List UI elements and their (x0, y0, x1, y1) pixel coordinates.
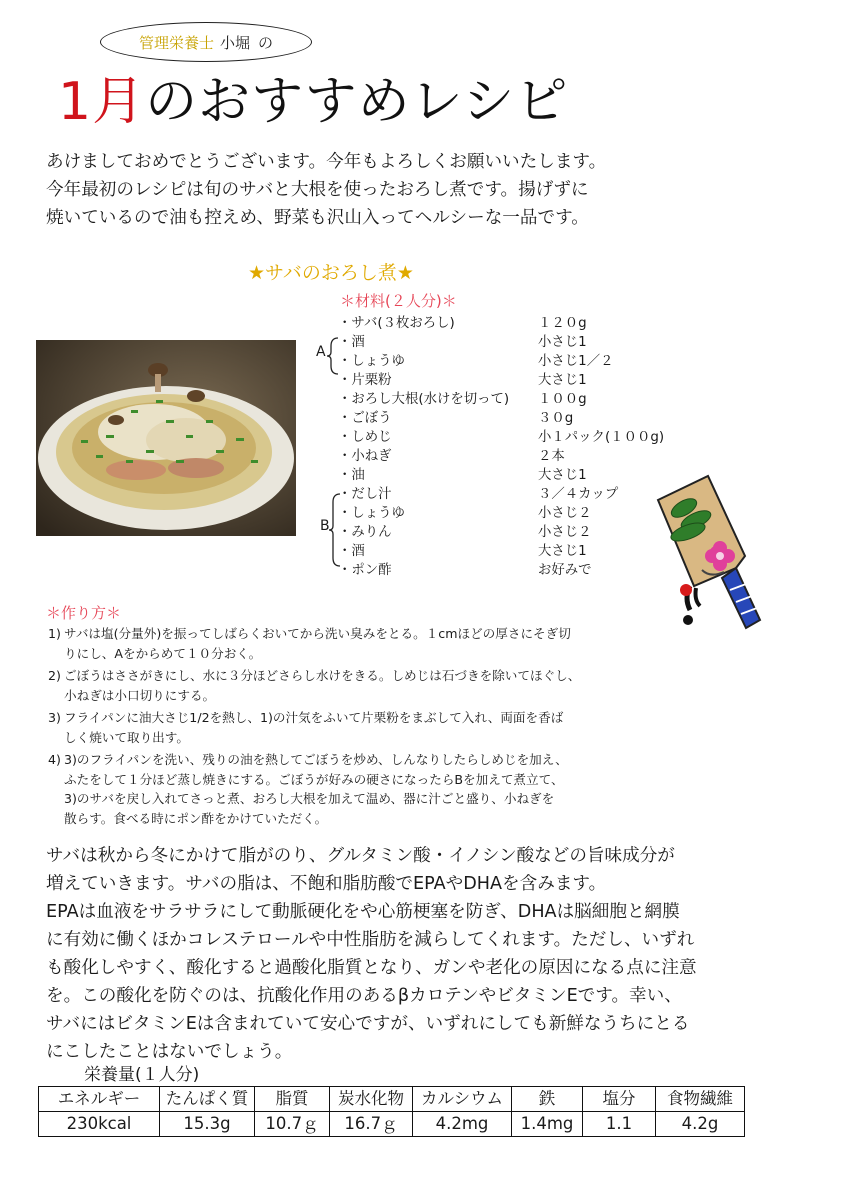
nutrition-value-cell: 10.7ｇ (255, 1112, 330, 1137)
ingredient-name: ・ポン酢 (338, 563, 392, 578)
ingredient-amount: １００g (538, 392, 587, 407)
intro-line: 今年最初のレシピは旬のサバと大根を使ったおろし煮です。揚げずに (46, 180, 589, 200)
ingredient-amount: 大さじ1 (538, 468, 587, 483)
group-b-label: B (320, 518, 330, 534)
ingredient-name: ・おろし大根(水けを切って) (338, 392, 510, 407)
ingredient-name: ・だし汁 (338, 487, 392, 502)
notes-line: も酸化しやすく、酸化すると過酸化脂質となり、ガンや老化の原因になる点に注意 (46, 958, 697, 978)
ingredient-amount: ３／４カップ (538, 487, 619, 502)
ingredient-amount: 小さじ1／２ (538, 354, 614, 369)
step-line: ごぼうはささがきにし、水に３分ほどさらし水けをきる。しめじは石づきを除いてほぐし、 (64, 668, 581, 683)
nutrition-header-cell: カルシウム (413, 1087, 512, 1112)
author-badge (100, 22, 312, 62)
ingredient-amount: お好みで (538, 563, 592, 578)
step-line: しく焼いて取り出す。 (64, 729, 189, 745)
intro-line: あけましておめでとうございます。今年もよろしくお願いいたします。 (46, 152, 607, 172)
step-number: 2) (48, 668, 61, 683)
nutrition-header-cell: 脂質 (255, 1087, 330, 1112)
ingredient-name: ・しめじ (338, 430, 392, 445)
nutrition-value-cell: 16.7ｇ (330, 1112, 413, 1137)
ingredient-name: ・片栗粉 (338, 373, 392, 388)
dish-photo (36, 340, 296, 536)
nutrition-table (38, 1086, 745, 1137)
step-line: 小ねぎは小口切りにする。 (64, 687, 216, 703)
ingredient-name: ・小ねぎ (338, 449, 392, 464)
title-month: 1月 (58, 72, 146, 132)
notes-line: サバにはビタミンEは含まれていて安心ですが、いずれにしても新鮮なうちにとる (46, 1014, 690, 1034)
step-line: ふたをして１分ほど蒸し焼きにする。ごぼうが好みの硬さになったらBを加えて煮立て、 (64, 771, 564, 787)
author-role: 管理栄養士 (138, 33, 214, 52)
recipe-title: ★サバのおろし煮★ (248, 262, 414, 284)
intro-text (46, 148, 806, 232)
nutrition-value-cell: 230kcal (39, 1112, 160, 1137)
ingredient-amount: ３０g (538, 411, 574, 426)
group-a-label: A (316, 344, 326, 360)
step-line: サバは塩(分量外)を振ってしばらくおいてから洗い臭みをとる。１cmほどの厚さにそぎ切 (64, 626, 571, 641)
notes-line: EPAは血液をサラサラにして動脈硬化をや心筋梗塞を防ぎ、DHAは脳細胞と網膜 (46, 902, 680, 922)
ingredient-amount: 小１パック(１００g) (538, 430, 665, 445)
nutrition-value-cell: 1.1 (583, 1112, 656, 1137)
ingredient-amount: 大さじ1 (538, 373, 587, 388)
ingredient-amount: 小さじ1 (538, 335, 587, 350)
ingredient-amount: １２０g (538, 316, 587, 331)
author-name: 小堀 (219, 33, 250, 52)
nutrition-header-cell: たんぱく質 (160, 1087, 255, 1112)
step-line: りにし、Aをからめて１０分おく。 (64, 645, 262, 661)
ingredient-name: ・しょうゆ (338, 506, 405, 521)
nutrition-header-cell: 鉄 (512, 1087, 583, 1112)
nutrition-value-row (39, 1112, 745, 1137)
step-line: フライパンに油大さじ1/2を熱し、1)の汁気をふいて片栗粉をまぶして入れ、両面を香ば (64, 710, 564, 725)
method-step (48, 750, 788, 828)
group-a-bracket (326, 336, 340, 376)
notes-line: 増えていきます。サバの脂は、不飽和脂肪酸でEPAやDHAを含みます。 (46, 874, 607, 894)
method-step (48, 666, 788, 705)
title-rest: のおすすめレシピ (145, 72, 569, 132)
intro-line: 焼いているので油も控えめ、野菜も沢山入ってヘルシーな一品です。 (46, 208, 589, 228)
notes-line: に有効に働くほかコレステロールや中性脂肪を減らしてくれます。ただし、いずれ (46, 930, 695, 950)
step-line: 3)のフライパンを洗い、残りの油を熱してごぼうを炒め、しんなりしたらしめじを加え、 (64, 752, 568, 767)
notes-line: を。この酸化を防ぐのは、抗酸化作用のあるβカロテンやビタミンEです。幸い、 (46, 986, 682, 1006)
ingredient-name: ・油 (338, 468, 365, 483)
group-b-bracket (328, 492, 342, 568)
method-step (48, 708, 788, 747)
method-heading: ＊作り方＊ (46, 604, 122, 622)
nutrition-value-cell: 4.2g (656, 1112, 745, 1137)
hagoita-icon (650, 470, 780, 640)
ingredient-amount: 小さじ２ (538, 506, 592, 521)
ingredients-heading: ＊材料(２人分)＊ (340, 292, 457, 310)
nutrition-header-cell: エネルギー (39, 1087, 160, 1112)
method-steps (48, 624, 788, 831)
step-number: 1) (48, 626, 61, 641)
nutrition-notes (46, 842, 806, 1066)
ingredient-name: ・酒 (338, 335, 365, 350)
step-number: 4) (48, 752, 61, 767)
ingredient-amount: ２本 (538, 449, 565, 464)
ingredient-name: ・サバ(３枚おろし) (338, 316, 455, 331)
step-number: 3) (48, 710, 61, 725)
ingredient-name: ・みりん (338, 525, 392, 540)
notes-line: にこしたことはないでしょう。 (46, 1042, 293, 1062)
page-title (58, 70, 568, 134)
nutrition-value-cell: 1.4mg (512, 1112, 583, 1137)
nutrition-header-cell: 食物繊維 (656, 1087, 745, 1112)
ingredient-name: ・ごぼう (338, 411, 392, 426)
nutrition-value-cell: 4.2mg (413, 1112, 512, 1137)
ingredient-amount: 大さじ1 (538, 544, 587, 559)
method-step (48, 624, 788, 663)
ingredient-name: ・酒 (338, 544, 365, 559)
notes-line: サバは秋から冬にかけて脂がのり、グルタミン酸・イノシン酸などの旨味成分が (46, 846, 675, 866)
nutrition-heading: 栄養量(１人分) (84, 1065, 200, 1085)
nutrition-header-row (39, 1087, 745, 1112)
nutrition-value-cell: 15.3g (160, 1112, 255, 1137)
ingredient-name: ・しょうゆ (338, 354, 405, 369)
author-particle: の (258, 33, 274, 52)
step-line: 3)のサバを戻し入れてさっと煮、おろし大根を加えて温め、器に汁ごと盛り、小ねぎを (64, 791, 555, 806)
nutrition-header-cell: 炭水化物 (330, 1087, 413, 1112)
step-line: 散らす。食べる時にポン酢をかけていただく。 (64, 810, 328, 826)
ingredient-amount: 小さじ２ (538, 525, 592, 540)
nutrition-header-cell: 塩分 (583, 1087, 656, 1112)
